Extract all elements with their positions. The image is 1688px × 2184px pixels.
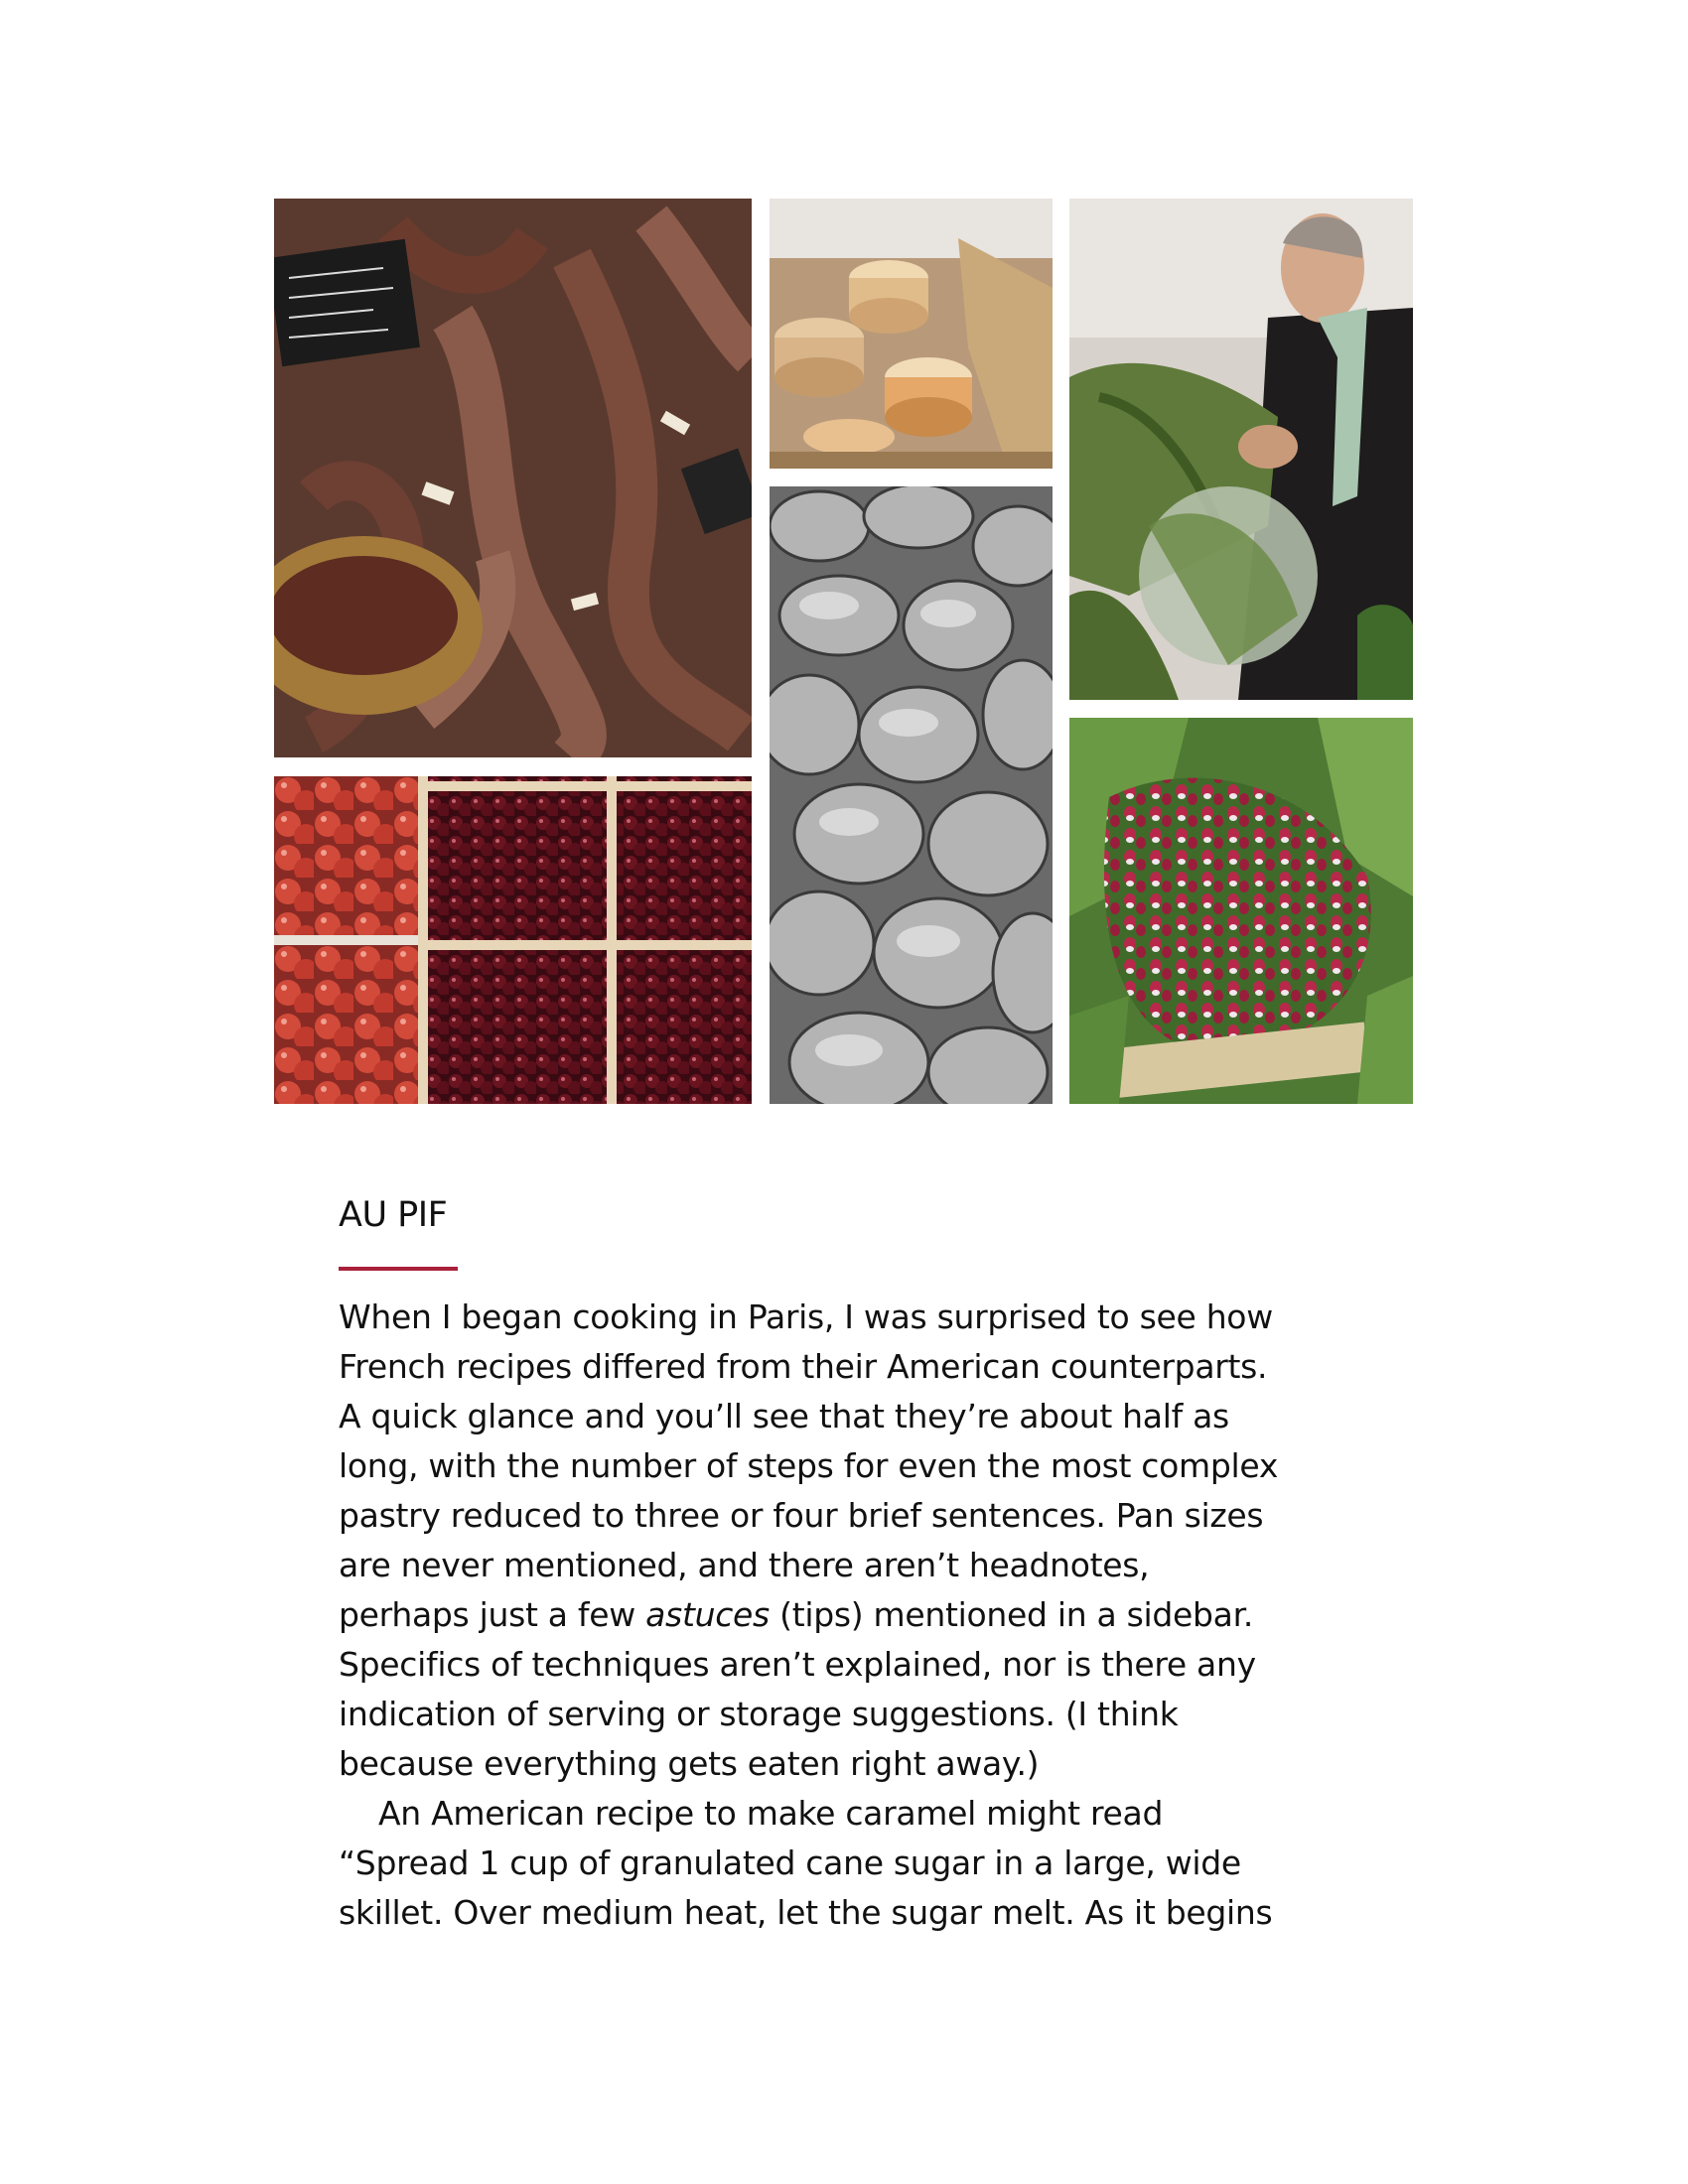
cherries-photo [274, 776, 752, 1104]
bread-photo [770, 486, 1053, 1104]
radish-photo [1069, 718, 1413, 1104]
man-shopping-photo [1069, 199, 1413, 700]
text-line: skillet. Over medium heat, let the sugar melt. As it begins [339, 1893, 1273, 1932]
text-line: indication of serving or storage suggestions. (I think [339, 1695, 1179, 1733]
text-line: are never mentioned, and there aren’t headnotes, [339, 1546, 1150, 1584]
text-line: “Spread 1 cup of granulated cane sugar in a large, wide [339, 1843, 1241, 1882]
title-underline-rule [339, 1267, 458, 1271]
italic-term-astuces: astuces [645, 1595, 770, 1634]
cheese-photo [770, 199, 1053, 469]
text-line: because everything gets eaten right away.) [339, 1744, 1040, 1783]
text-line: French recipes differed from their American counterparts. [339, 1347, 1268, 1386]
text-line: long, with the number of steps for even the most complex [339, 1446, 1279, 1485]
text-line: pastry reduced to three or four brief sentences. Pan sizes [339, 1496, 1264, 1535]
body-text [339, 1293, 1371, 1938]
text-line: Specifics of techniques aren’t explained, nor is there any [339, 1645, 1256, 1684]
text-line: When I began cooking in Paris, I was surprised to see how [339, 1297, 1273, 1336]
text-line [339, 1590, 1371, 1640]
section-title: AU PIF [339, 1195, 448, 1235]
text-segment: perhaps just a few [339, 1595, 646, 1634]
sausage-photo [274, 199, 752, 757]
text-line: An American recipe to make caramel might read [378, 1794, 1164, 1833]
text-line: A quick glance and you’ll see that they’re about half as [339, 1397, 1229, 1435]
text-segment: (tips) mentioned in a sidebar. [769, 1595, 1254, 1634]
